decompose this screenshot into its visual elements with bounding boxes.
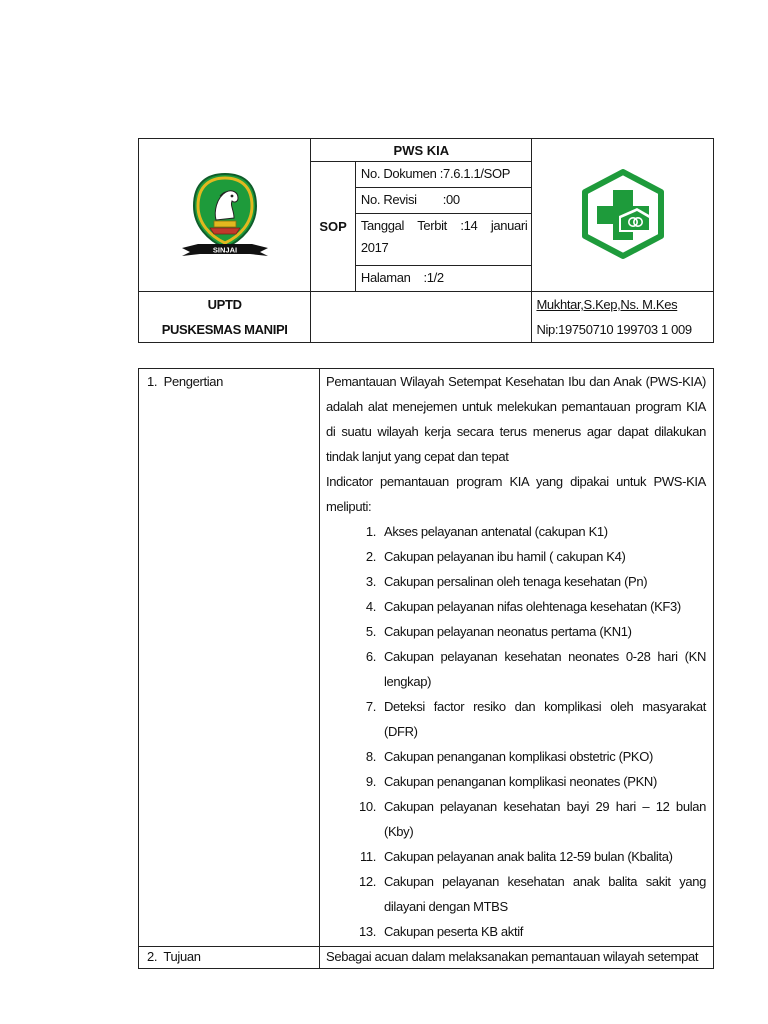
signer-block — [532, 292, 714, 343]
organization-name — [139, 292, 311, 343]
halaman: Halaman :1/2 — [355, 266, 532, 292]
pengertian-label: 1. Pengertian — [139, 369, 320, 947]
signer-name: Mukhtar,S.Kep,Ns. M.Kes — [536, 297, 678, 312]
list-item: 3. Cakupan persalinan oleh tenaga kesehatan (Pn) — [365, 574, 648, 589]
no-revisi: No. Revisi :00 — [355, 188, 532, 214]
document-title: PWS KIA — [311, 139, 532, 162]
indicator-list — [326, 519, 706, 944]
sop-label: SOP — [311, 162, 356, 292]
org-line-2: PUSKESMAS MANIPI — [161, 322, 288, 337]
sop-header-table — [138, 138, 714, 343]
sinjai-regency-logo — [180, 168, 270, 260]
list-item: 13. Cakupan peserta KB aktif — [358, 924, 524, 939]
list-item: 1. Akses pelayanan antenatal (cakupan K1) — [365, 524, 608, 539]
list-item: 9. Cakupan penanganan komplikasi neonates (PKN) — [365, 774, 657, 789]
tujuan-label: 2. Tujuan — [139, 947, 320, 969]
list-item: 7. Deteksi factor resiko dan komplikasi oleh masyarakat (DFR) — [365, 699, 706, 739]
puskesmas-logo — [577, 168, 669, 260]
pengertian-body — [320, 369, 714, 947]
list-item: 5. Cakupan pelayanan neonatus pertama (KN1) — [365, 624, 632, 639]
list-item: 12. Cakupan pelayanan kesehatan anak balita sakit yang dilayani dengan MTBS — [358, 874, 706, 914]
pengertian-paragraph: Pemantauan Wilayah Setempat Kesehatan Ibu dan Anak (PWS-KIA) adalah alat menejemen untuk melekukan pemantauan program KIA di suatu wilayah kerja secara terus menerus agar dapat dilakukan tindak lanjut yang cepat dan tepat — [326, 374, 706, 464]
tujuan-body: Sebagai acuan dalam melaksanakan pemantauan wilayah setempat — [320, 947, 714, 969]
list-item: 4. Cakupan pelayanan nifas olehtenaga kesehatan (KF3) — [365, 599, 681, 614]
sinjai-logo-text: SINJAI — [212, 245, 237, 254]
list-item: 8. Cakupan penanganan komplikasi obstetric (PKO) — [365, 749, 653, 764]
puskesmas-logo-cell — [532, 139, 714, 292]
sop-content-table — [138, 368, 714, 969]
sinjai-logo-cell — [139, 139, 311, 292]
list-item: 6. Cakupan pelayanan kesehatan neonates 0-28 hari (KN lengkap) — [365, 649, 706, 689]
tanggal-terbit: Tanggal Terbit :14 januari 2017 — [355, 214, 532, 266]
empty-cell — [311, 292, 532, 343]
signer-nip: Nip:19750710 199703 1 009 — [536, 322, 692, 337]
list-item: 11. Cakupan pelayanan anak balita 12-59 bulan (Kbalita) — [359, 849, 673, 864]
list-item: 10. Cakupan pelayanan kesehatan bayi 29 hari – 12 bulan (Kby) — [358, 799, 706, 839]
no-dokumen: No. Dokumen :7.6.1.1/SOP — [355, 162, 532, 188]
list-item: 2. Cakupan pelayanan ibu hamil ( cakupan K4) — [365, 549, 626, 564]
org-line-1: UPTD — [207, 297, 242, 312]
indicator-paragraph: Indicator pemantauan program KIA yang dipakai untuk PWS-KIA meliputi: — [326, 474, 706, 514]
